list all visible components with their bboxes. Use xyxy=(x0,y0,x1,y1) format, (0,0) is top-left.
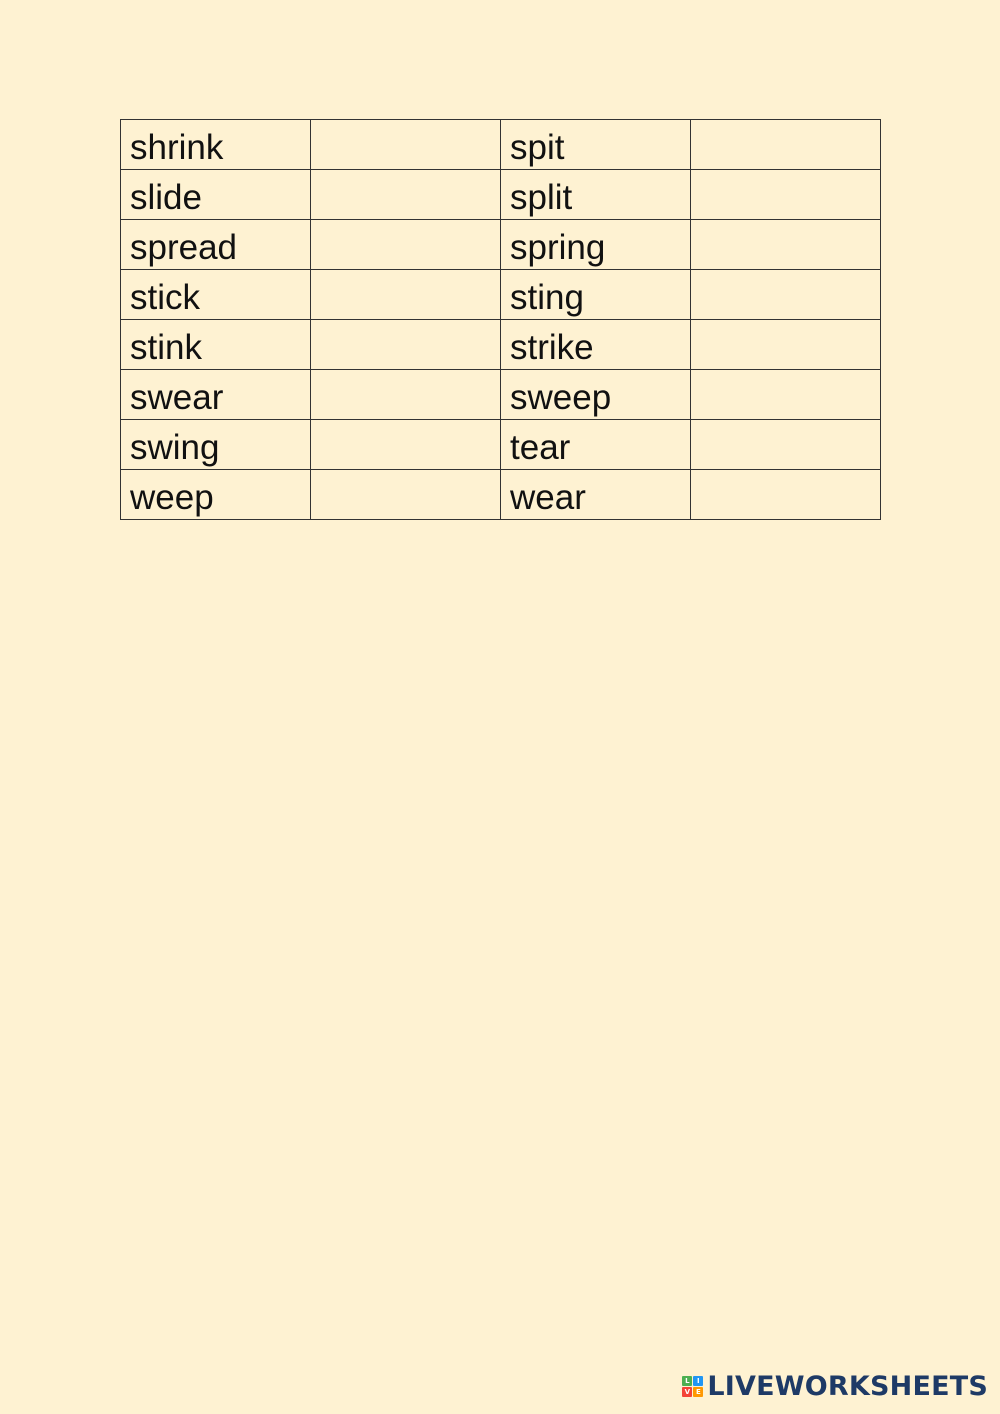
logo-tile: V xyxy=(682,1387,692,1397)
verb-cell: stick xyxy=(121,270,311,320)
answer-cell[interactable] xyxy=(311,370,501,420)
answer-cell[interactable] xyxy=(691,370,881,420)
table-row xyxy=(121,470,881,520)
logo-tile: E xyxy=(693,1387,703,1397)
answer-cell[interactable] xyxy=(311,320,501,370)
answer-cell[interactable] xyxy=(311,120,501,170)
verb-cell: wear xyxy=(501,470,691,520)
verb-cell: strike xyxy=(501,320,691,370)
answer-cell[interactable] xyxy=(311,470,501,520)
answer-cell[interactable] xyxy=(691,470,881,520)
table-row xyxy=(121,220,881,270)
answer-cell[interactable] xyxy=(311,270,501,320)
table-row xyxy=(121,270,881,320)
answer-cell[interactable] xyxy=(691,220,881,270)
liveworksheets-brand xyxy=(682,1371,988,1402)
verb-cell: split xyxy=(501,170,691,220)
table-row xyxy=(121,120,881,170)
verb-cell: spring xyxy=(501,220,691,270)
liveworksheets-logo-icon xyxy=(682,1376,703,1397)
verb-cell: shrink xyxy=(121,120,311,170)
answer-cell[interactable] xyxy=(311,170,501,220)
brand-name: LIVEWORKSHEETS xyxy=(707,1371,988,1402)
verb-cell: stink xyxy=(121,320,311,370)
answer-cell[interactable] xyxy=(691,170,881,220)
answer-cell[interactable] xyxy=(691,320,881,370)
verb-cell: swear xyxy=(121,370,311,420)
table-row xyxy=(121,370,881,420)
verb-cell: spread xyxy=(121,220,311,270)
verb-cell: spit xyxy=(501,120,691,170)
verb-cell: slide xyxy=(121,170,311,220)
answer-cell[interactable] xyxy=(691,270,881,320)
verb-cell: sting xyxy=(501,270,691,320)
answer-cell[interactable] xyxy=(311,220,501,270)
verb-cell: weep xyxy=(121,470,311,520)
answer-cell[interactable] xyxy=(311,420,501,470)
table-row xyxy=(121,320,881,370)
table-row xyxy=(121,420,881,470)
answer-cell[interactable] xyxy=(691,120,881,170)
verb-cell: swing xyxy=(121,420,311,470)
answer-cell[interactable] xyxy=(691,420,881,470)
verb-table xyxy=(120,119,881,520)
table-row xyxy=(121,170,881,220)
logo-tile: I xyxy=(693,1376,703,1386)
verb-cell: sweep xyxy=(501,370,691,420)
verb-cell: tear xyxy=(501,420,691,470)
logo-tile: L xyxy=(682,1376,692,1386)
